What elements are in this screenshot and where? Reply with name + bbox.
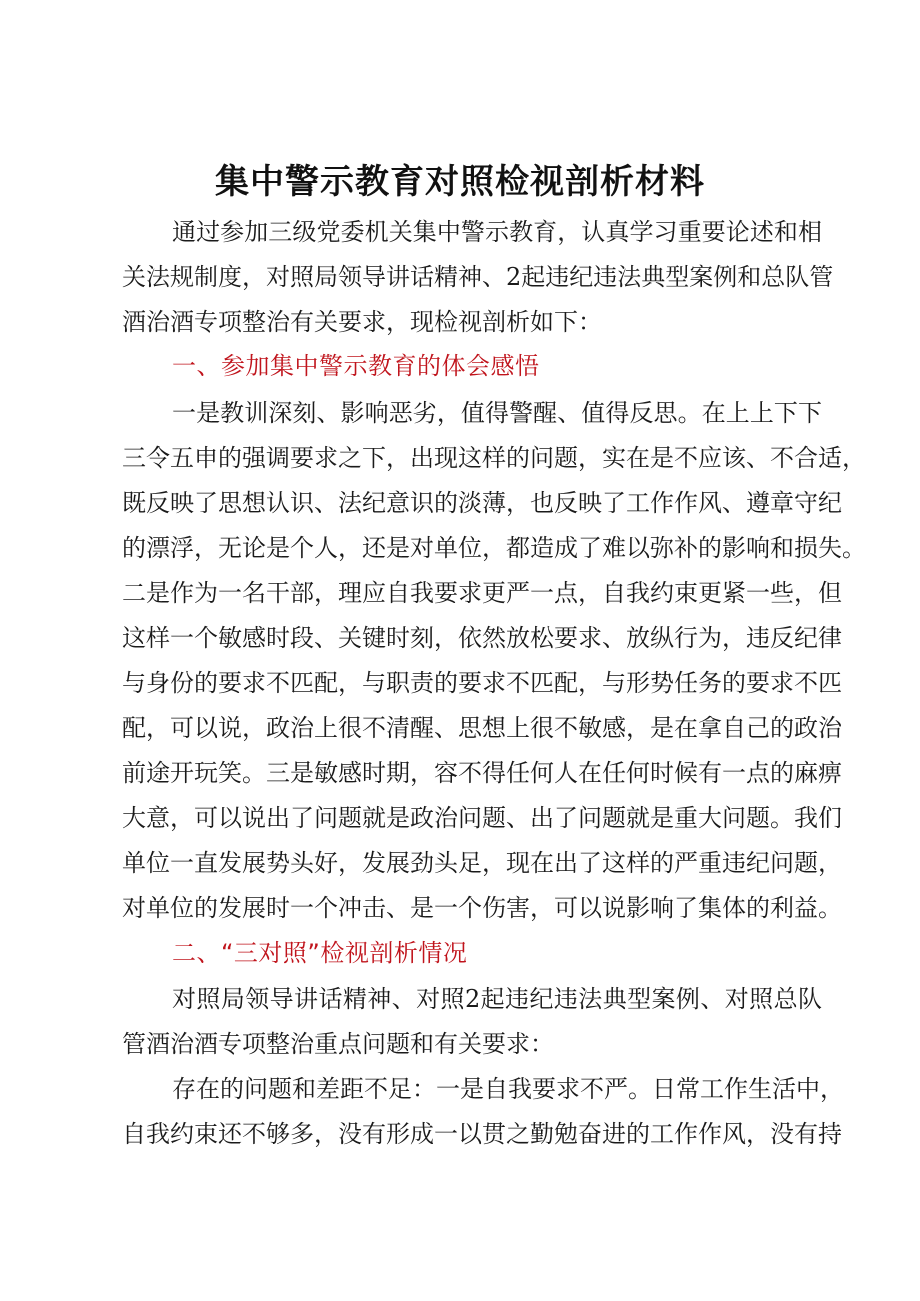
section1-line: 三令五申的强调要求之下，出现这样的问题，实在是不应该、不合适， (122, 444, 866, 472)
section1-line: 二是作为一名干部，理应自我要求更严一点，自我约束更紧一些，但 (122, 579, 842, 607)
section1-line: 配，可以说，政治上很不清醒、思想上很不敏感，是在拿自己的政治 (122, 714, 842, 742)
problems-line: 自我约束还不够多，没有形成一以贯之勤勉奋进的工作作风，没有持 (122, 1120, 842, 1148)
problems-line: 存在的问题和差距不足：一是自我要求不严。日常工作生活中， (172, 1075, 844, 1103)
intro-line: 通过参加三级党委机关集中警示教育，认真学习重要论述和相 (172, 218, 822, 246)
section1-heading: 一、参加集中警示教育的体会感悟 (172, 352, 540, 380)
section1-line: 对单位的发展时一个冲击、是一个伤害，可以说影响了集体的利益。 (122, 894, 842, 922)
section1-line: 与身份的要求不匹配，与职责的要求不匹配，与形势任务的要求不匹 (122, 669, 842, 697)
section1-line: 前途开玩笑。三是敏感时期，容不得任何人在任何时候有一点的麻痹 (122, 759, 842, 787)
section1-line: 既反映了思想认识、法纪意识的淡薄，也反映了工作作风、遵章守纪 (122, 489, 842, 517)
intro-line: 酒治酒专项整治有关要求，现检视剖析如下： (122, 308, 602, 336)
document-title: 集中警示教育对照检视剖析材料 (215, 162, 705, 202)
section2-line: 管酒治酒专项整治重点问题和有关要求： (122, 1030, 554, 1058)
section1-line: 一是教训深刻、影响恶劣，值得警醒、值得反思。在上上下下 (172, 399, 822, 427)
section2-line: 对照局领导讲话精神、对照2起违纪违法典型案例、对照总队 (172, 985, 822, 1013)
section1-line: 单位一直发展势头好，发展劲头足，现在出了这样的严重违纪问题， (122, 849, 842, 877)
section1-line: 大意，可以说出了问题就是政治问题、出了问题就是重大问题。我们 (122, 804, 842, 832)
section1-line: 这样一个敏感时段、关键时刻，依然放松要求、放纵行为，违反纪律 (122, 624, 842, 652)
intro-line: 关法规制度，对照局领导讲话精神、2起违纪违法典型案例和总队管 (122, 263, 834, 291)
section2-heading: 二、“三对照”检视剖析情况 (172, 939, 468, 967)
section1-line: 的漂浮，无论是个人，还是对单位，都造成了难以弥补的影响和损失。 (122, 534, 866, 562)
